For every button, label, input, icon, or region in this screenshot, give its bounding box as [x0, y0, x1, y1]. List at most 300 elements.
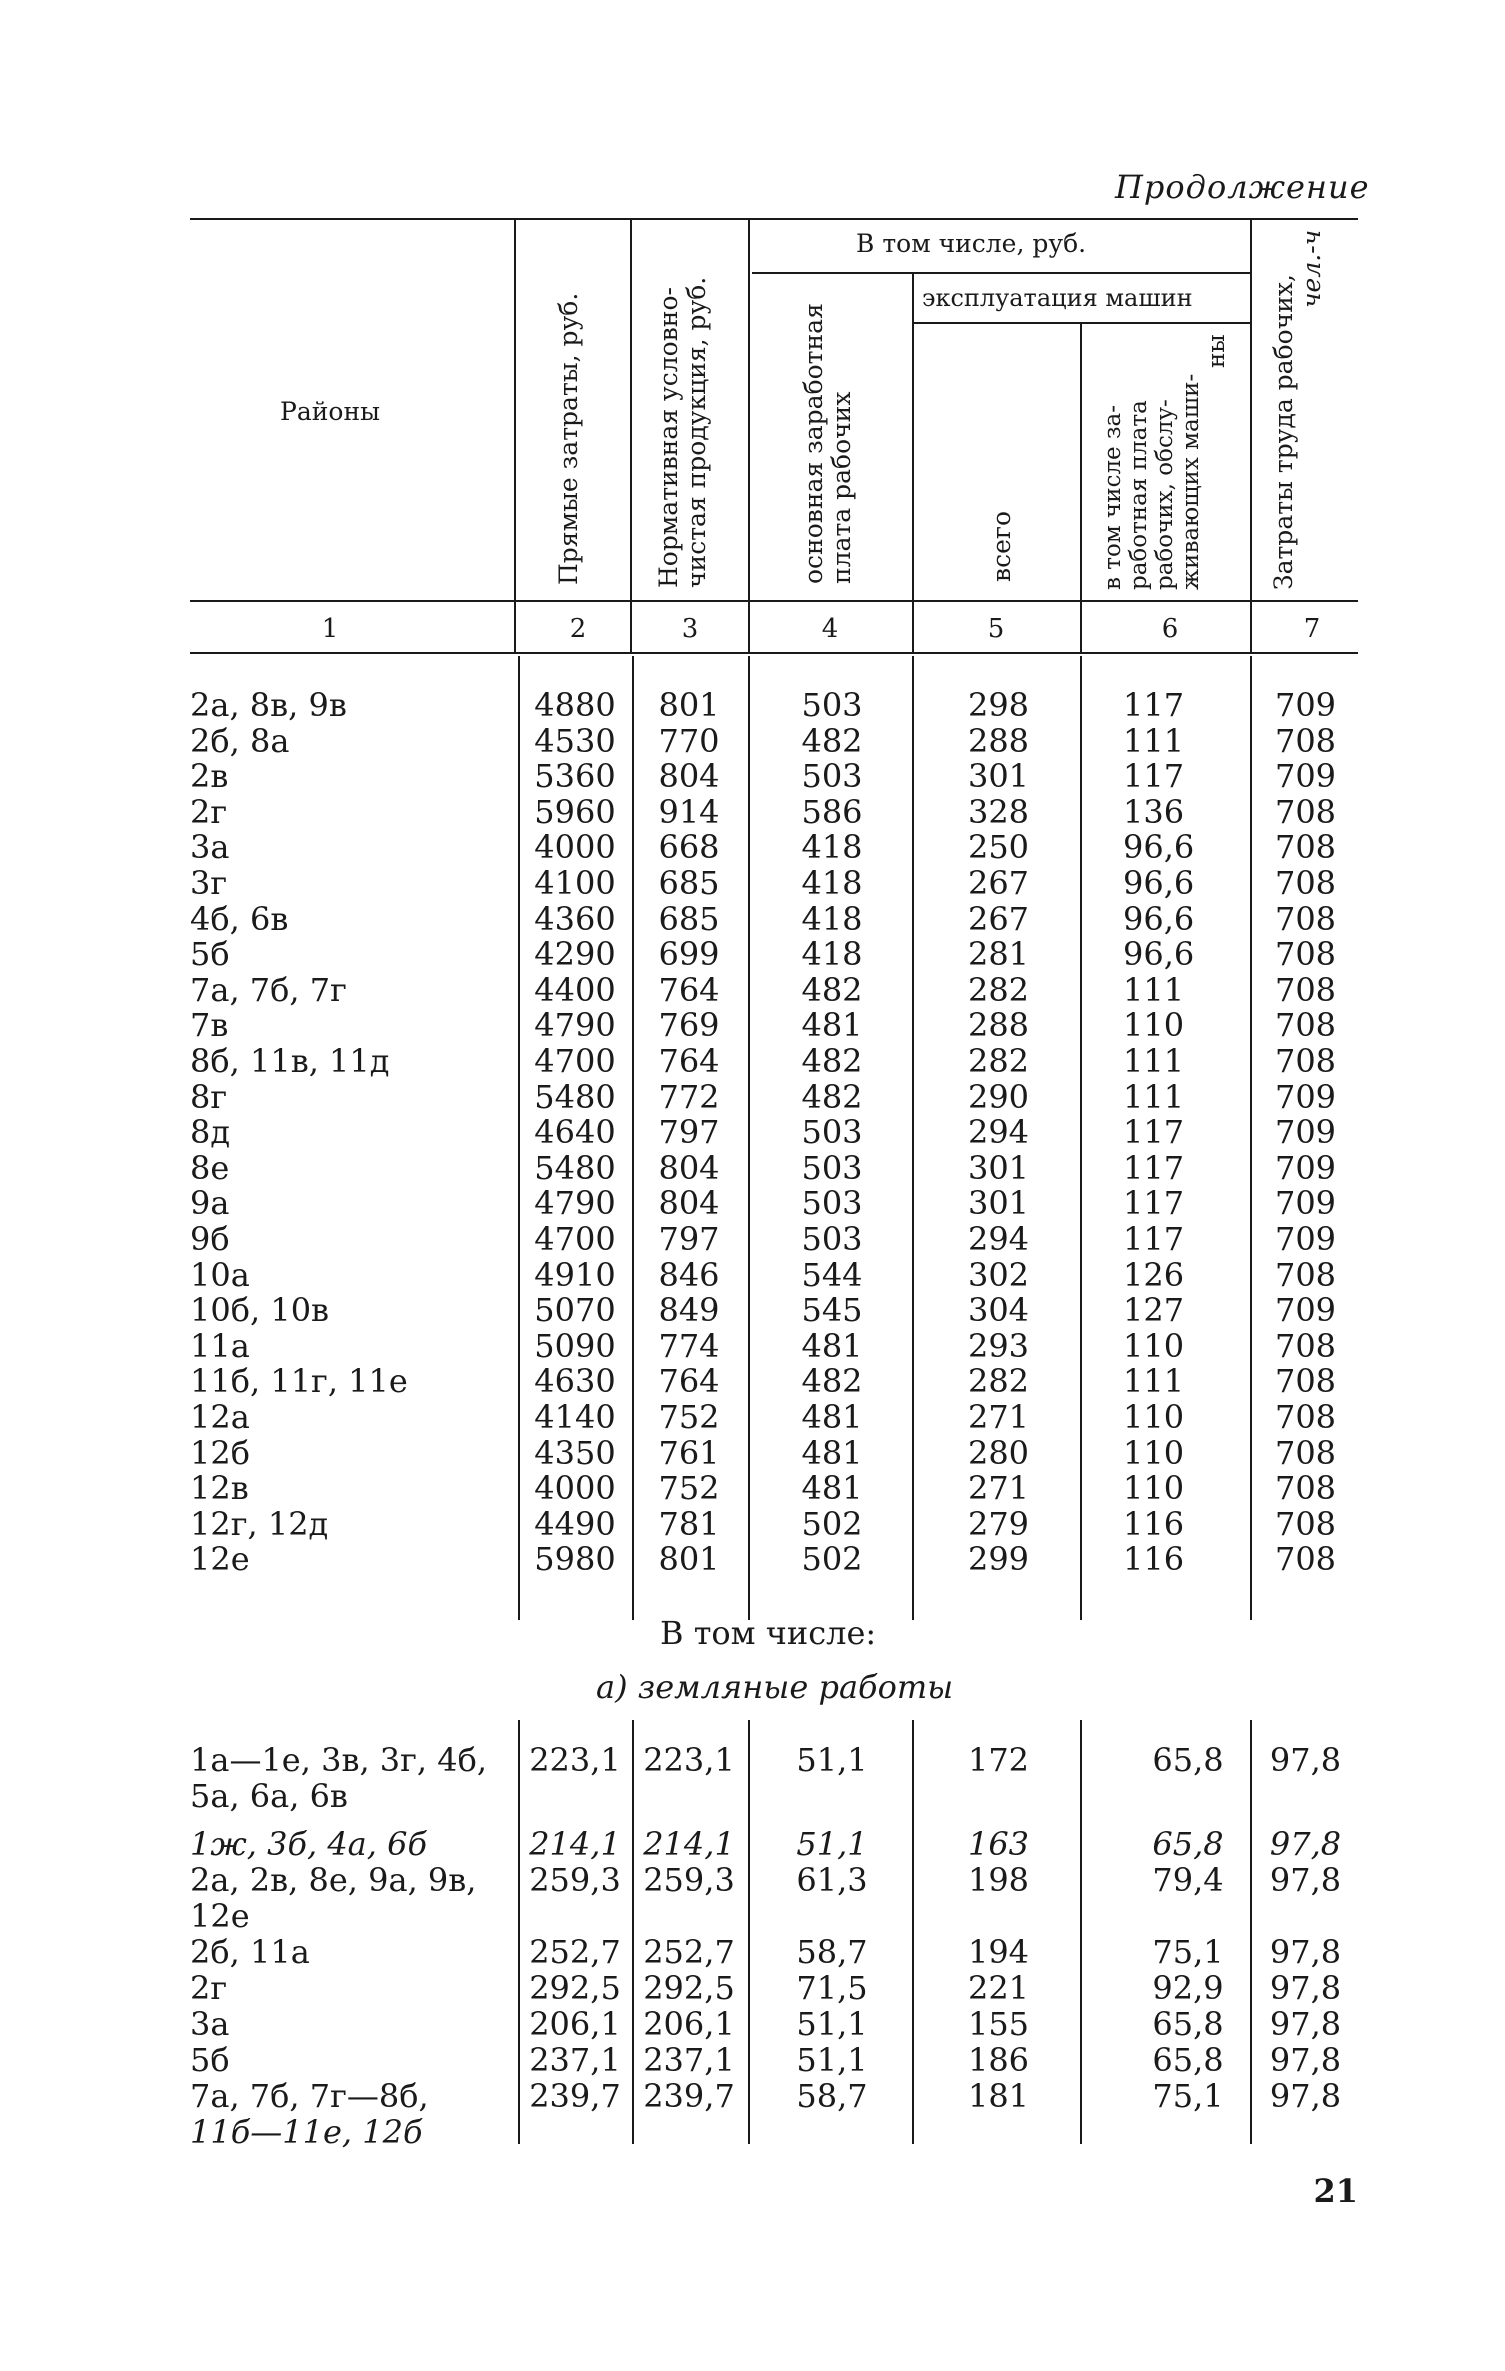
- header-col3-line1: Нормативная условно-: [654, 287, 683, 588]
- table-row: [0, 1151, 1505, 1185]
- labor-cell: 709: [1274, 1078, 1337, 1116]
- region-cell: 7в: [190, 1006, 229, 1044]
- direct-costs-cell: 4700: [534, 1220, 616, 1258]
- net-output-cell: 764: [658, 1362, 720, 1400]
- header-top-rule: [190, 218, 1358, 220]
- net-output-cell: 764: [658, 1042, 720, 1080]
- direct-costs-cell: 4790: [534, 1184, 616, 1222]
- net-output-cell: 223,1: [643, 1741, 735, 1779]
- machine-wages-cell: 126: [1123, 1256, 1185, 1294]
- labor-cell: 709: [1274, 1184, 1337, 1222]
- machines-total-cell: 288: [967, 1006, 1030, 1044]
- wages-cell: 58,7: [796, 1933, 868, 1971]
- net-output-cell: 804: [658, 757, 720, 795]
- colnum-4: 4: [821, 614, 839, 644]
- wages-cell: 503: [801, 1184, 863, 1222]
- labor-cell: 708: [1274, 1540, 1337, 1578]
- table-row: [0, 1115, 1505, 1149]
- region-cell: 4б, 6в: [190, 900, 289, 938]
- machine-wages-cell: 116: [1123, 1540, 1185, 1578]
- table-row: [0, 1186, 1505, 1220]
- region-cell: 3г: [190, 864, 228, 902]
- region-cell: 8г: [190, 1078, 228, 1116]
- machines-total-cell: 301: [967, 1149, 1030, 1187]
- region-cell: [190, 2078, 510, 2150]
- colnum-5: 5: [987, 614, 1005, 644]
- wages-cell: 61,3: [796, 1861, 868, 1899]
- machine-wages-cell: 96,6: [1123, 900, 1195, 938]
- region-cell: 7а, 7б, 7г: [190, 971, 347, 1009]
- vline-1: [514, 220, 516, 652]
- direct-costs-cell: 5480: [534, 1078, 616, 1116]
- direct-costs-cell: 4700: [534, 1042, 616, 1080]
- labor-cell: 708: [1274, 1327, 1337, 1365]
- column-numbers-rule: [190, 652, 1358, 654]
- machines-total-cell: 181: [967, 2077, 1030, 2115]
- labor-cell: 708: [1274, 900, 1337, 938]
- machines-total-cell: 328: [967, 793, 1030, 831]
- header-col3-line2: чистая продукция, руб.: [682, 276, 711, 588]
- machine-wages-cell: 65,8: [1152, 1741, 1224, 1779]
- region-cell: [190, 1826, 510, 1862]
- wages-cell: 481: [801, 1006, 863, 1044]
- vline-2: [630, 220, 632, 652]
- section-title-prefix: а): [596, 1668, 628, 1706]
- wages-cell: 482: [801, 1042, 863, 1080]
- direct-costs-cell: 4490: [534, 1505, 616, 1543]
- net-output-cell: 804: [658, 1149, 720, 1187]
- machines-total-cell: 281: [967, 935, 1030, 973]
- region-line-1: 2б, 11а: [190, 1933, 310, 1971]
- region-cell: 9б: [190, 1220, 230, 1258]
- machine-wages-cell: 111: [1123, 1042, 1185, 1080]
- machines-total-cell: 280: [967, 1434, 1030, 1472]
- wages-cell: 502: [801, 1505, 863, 1543]
- machine-wages-cell: 117: [1123, 1184, 1185, 1222]
- table-row: [0, 937, 1505, 971]
- header-col-total: всего: [987, 510, 1016, 582]
- net-output-cell: 761: [658, 1434, 720, 1472]
- direct-costs-cell: 5360: [534, 757, 616, 795]
- net-output-cell: 769: [658, 1006, 720, 1044]
- region-line-1: 3а: [190, 2005, 230, 2043]
- colnum-7: 7: [1303, 614, 1321, 644]
- labor-cell: 97,8: [1269, 1969, 1342, 2007]
- machine-wages-cell: 96,6: [1123, 864, 1195, 902]
- section-title: [596, 1668, 953, 1706]
- region-cell: 10б, 10в: [190, 1291, 330, 1329]
- header-col-wages-line2: плата рабочих: [827, 391, 856, 584]
- machines-total-cell: 294: [967, 1113, 1030, 1151]
- direct-costs-cell: 4290: [534, 935, 616, 973]
- labor-cell: 708: [1274, 828, 1337, 866]
- net-output-cell: 752: [658, 1398, 720, 1436]
- wages-cell: 482: [801, 1078, 863, 1116]
- table-row: [0, 1471, 1505, 1505]
- region-cell: [190, 1742, 510, 1814]
- wages-cell: 418: [801, 864, 863, 902]
- header-col-wages-line1: основная заработная: [799, 303, 828, 584]
- machine-wages-cell: 75,1: [1152, 2077, 1224, 2115]
- net-output-cell: 914: [658, 793, 720, 831]
- wages-cell: 71,5: [796, 1969, 868, 2007]
- machine-wages-cell: 110: [1123, 1327, 1185, 1365]
- machines-total-cell: 282: [967, 1362, 1030, 1400]
- wages-cell: 503: [801, 1149, 863, 1187]
- machine-wages-cell: 117: [1123, 1149, 1185, 1187]
- machines-total-cell: 186: [967, 2041, 1030, 2079]
- header-col-direct-costs: Прямые затраты, руб.: [554, 292, 583, 585]
- region-cell: 10а: [190, 1256, 250, 1294]
- region-line-2: 12е: [190, 1897, 250, 1935]
- wages-cell: 481: [801, 1469, 863, 1507]
- region-cell: 12б: [190, 1434, 250, 1472]
- labor-cell: 708: [1274, 935, 1337, 973]
- region-cell: 2г: [190, 793, 228, 831]
- region-cell: 2б, 8а: [190, 722, 290, 760]
- machine-wages-cell: 96,6: [1123, 935, 1195, 973]
- table-row: [0, 902, 1505, 936]
- region-line-1: 2а, 2в, 8е, 9а, 9в,: [190, 1861, 477, 1899]
- header-col-labor-line1: Затраты труда рабочих,: [1269, 274, 1298, 590]
- table-row: [0, 973, 1505, 1007]
- machine-wages-cell: 111: [1123, 722, 1185, 760]
- machines-total-cell: 301: [967, 757, 1030, 795]
- labor-cell: 708: [1274, 971, 1337, 1009]
- labor-cell: 708: [1274, 1006, 1337, 1044]
- header-col-net-output: [655, 232, 683, 588]
- direct-costs-cell: 4530: [534, 722, 616, 760]
- machine-wages-cell: 111: [1123, 1362, 1185, 1400]
- machines-total-cell: 301: [967, 1184, 1030, 1222]
- labor-cell: 708: [1274, 1256, 1337, 1294]
- body2-vline-4: [912, 1720, 914, 2144]
- machine-wages-cell: 127: [1123, 1291, 1185, 1329]
- labor-cell: 708: [1274, 1434, 1337, 1472]
- direct-costs-cell: 4000: [534, 1469, 616, 1507]
- machines-total-cell: 271: [967, 1469, 1030, 1507]
- machine-wages-cell: 111: [1123, 1078, 1185, 1116]
- direct-costs-cell: 4880: [534, 686, 616, 724]
- labor-cell: 97,8: [1269, 1741, 1342, 1779]
- labor-cell: 708: [1274, 1042, 1337, 1080]
- table-row: [0, 1008, 1505, 1042]
- labor-cell: 709: [1274, 1291, 1337, 1329]
- net-output-cell: 770: [658, 722, 720, 760]
- table-row: [0, 759, 1505, 793]
- region-cell: 3а: [190, 828, 230, 866]
- net-output-cell: 772: [658, 1078, 720, 1116]
- machine-wages-cell: 96,6: [1123, 828, 1195, 866]
- header-bottom-rule: [190, 600, 1358, 602]
- net-output-cell: 685: [658, 864, 720, 902]
- net-output-cell: 292,5: [643, 1969, 735, 2007]
- net-output-cell: 801: [658, 1540, 720, 1578]
- table-row: [0, 866, 1505, 900]
- net-output-cell: 846: [658, 1256, 720, 1294]
- wages-cell: 503: [801, 1113, 863, 1151]
- region-line-1: 2г: [190, 1969, 228, 2007]
- direct-costs-cell: 237,1: [529, 2041, 621, 2079]
- labor-cell: 97,8: [1269, 1933, 1342, 1971]
- subgroup-rule: [912, 322, 1252, 324]
- net-output-cell: 259,3: [643, 1861, 735, 1899]
- net-output-cell: 781: [658, 1505, 720, 1543]
- net-output-cell: 752: [658, 1469, 720, 1507]
- direct-costs-cell: 4360: [534, 900, 616, 938]
- wages-cell: 51,1: [796, 2041, 868, 2079]
- net-output-cell: 849: [658, 1291, 720, 1329]
- header-col6-line1: в том числе за-: [1100, 404, 1126, 590]
- machine-wages-cell: 65,8: [1152, 2005, 1224, 2043]
- machine-wages-cell: 92,9: [1152, 1969, 1224, 2007]
- net-output-cell: 668: [658, 828, 720, 866]
- direct-costs-cell: 5980: [534, 1540, 616, 1578]
- wages-cell: 482: [801, 1362, 863, 1400]
- wages-cell: 51,1: [796, 1825, 868, 1863]
- section-title-text: земляные работы: [637, 1668, 954, 1706]
- region-cell: [190, 2042, 510, 2078]
- region-line-1: 1ж, 3б, 4а, 6б: [190, 1825, 427, 1863]
- direct-costs-cell: 4100: [534, 864, 616, 902]
- region-cell: [190, 2006, 510, 2042]
- table-row: [0, 830, 1505, 864]
- machine-wages-cell: 136: [1123, 793, 1185, 831]
- header-col-regions: Районы: [280, 397, 380, 426]
- table-row: [0, 1507, 1505, 1541]
- section-intro: В том числе:: [660, 1614, 877, 1652]
- direct-costs-cell: 5070: [534, 1291, 616, 1329]
- region-line-1: 7а, 7б, 7г—8б,: [190, 2077, 429, 2115]
- machine-wages-cell: 117: [1123, 757, 1185, 795]
- vline-4: [912, 274, 914, 652]
- group-rule: [752, 272, 1252, 274]
- machine-wages-cell: 65,8: [1152, 2041, 1224, 2079]
- direct-costs-cell: 4000: [534, 828, 616, 866]
- direct-costs-cell: 5090: [534, 1327, 616, 1365]
- table-row: [0, 1258, 1505, 1292]
- table-row: [0, 1542, 1505, 1576]
- net-output-cell: 764: [658, 971, 720, 1009]
- region-line-1: 5б: [190, 2041, 230, 2079]
- direct-costs-cell: 4910: [534, 1256, 616, 1294]
- machines-total-cell: 155: [967, 2005, 1030, 2043]
- direct-costs-cell: 206,1: [529, 2005, 621, 2043]
- machines-total-cell: 267: [967, 864, 1030, 902]
- region-cell: 8е: [190, 1149, 230, 1187]
- direct-costs-cell: 223,1: [529, 1741, 621, 1779]
- machines-total-cell: 279: [967, 1505, 1030, 1543]
- header-col6-line2: работная плата: [1126, 400, 1152, 590]
- machine-wages-cell: 110: [1123, 1469, 1185, 1507]
- wages-cell: 502: [801, 1540, 863, 1578]
- vline-3: [748, 220, 750, 652]
- wages-cell: 418: [801, 935, 863, 973]
- direct-costs-cell: 239,7: [529, 2077, 621, 2115]
- machine-wages-cell: 117: [1123, 686, 1185, 724]
- machine-wages-cell: 117: [1123, 1113, 1185, 1151]
- direct-costs-cell: 292,5: [529, 1969, 621, 2007]
- region-cell: 8б, 11в, 11д: [190, 1042, 390, 1080]
- machines-total-cell: 172: [967, 1741, 1030, 1779]
- machines-total-cell: 194: [967, 1933, 1030, 1971]
- region-cell: 5б: [190, 935, 230, 973]
- header-col6-line5: ны: [1204, 334, 1230, 368]
- wages-cell: 503: [801, 757, 863, 795]
- header-col6-line3: рабочих, обслу-: [1152, 399, 1178, 590]
- table-row: [0, 1436, 1505, 1470]
- wages-cell: 418: [801, 828, 863, 866]
- labor-cell: 708: [1274, 1469, 1337, 1507]
- table-row: [0, 795, 1505, 829]
- machines-total-cell: 293: [967, 1327, 1030, 1365]
- net-output-cell: 214,1: [643, 1825, 735, 1863]
- direct-costs-cell: 4640: [534, 1113, 616, 1151]
- labor-cell: 708: [1274, 864, 1337, 902]
- machines-total-cell: 271: [967, 1398, 1030, 1436]
- direct-costs-cell: 252,7: [529, 1933, 621, 1971]
- wages-cell: 545: [801, 1291, 863, 1329]
- table-row: [0, 1293, 1505, 1327]
- net-output-cell: 685: [658, 900, 720, 938]
- direct-costs-cell: 5960: [534, 793, 616, 831]
- machine-wages-cell: 65,8: [1152, 1825, 1224, 1863]
- net-output-cell: 239,7: [643, 2077, 735, 2115]
- direct-costs-cell: 4140: [534, 1398, 616, 1436]
- header-col6-line4: живающих маши-: [1178, 373, 1204, 590]
- labor-cell: 708: [1274, 722, 1337, 760]
- colnum-2: 2: [569, 614, 587, 644]
- table-row: [0, 1400, 1505, 1434]
- labor-cell: 97,8: [1269, 2005, 1342, 2043]
- machines-total-cell: 290: [967, 1078, 1030, 1116]
- labor-cell: 97,8: [1269, 2077, 1342, 2115]
- net-output-cell: 252,7: [643, 1933, 735, 1971]
- wages-cell: 503: [801, 686, 863, 724]
- vline-6: [1250, 220, 1252, 652]
- net-output-cell: 206,1: [643, 2005, 735, 2043]
- labor-cell: 709: [1274, 1220, 1337, 1258]
- colnum-6: 6: [1161, 614, 1179, 644]
- direct-costs-cell: 259,3: [529, 1861, 621, 1899]
- header-group-incl: В том числе, руб.: [856, 229, 1087, 258]
- machines-total-cell: 288: [967, 722, 1030, 760]
- region-cell: [190, 1970, 510, 2006]
- machine-wages-cell: 75,1: [1152, 1933, 1224, 1971]
- machine-wages-cell: 116: [1123, 1505, 1185, 1543]
- wages-cell: 482: [801, 722, 863, 760]
- region-cell: [190, 1862, 510, 1934]
- wages-cell: 503: [801, 1220, 863, 1258]
- direct-costs-cell: 4630: [534, 1362, 616, 1400]
- net-output-cell: 797: [658, 1220, 720, 1258]
- wages-cell: 481: [801, 1398, 863, 1436]
- wages-cell: 418: [801, 900, 863, 938]
- machines-total-cell: 298: [967, 686, 1030, 724]
- wages-cell: 544: [801, 1256, 863, 1294]
- wages-cell: 51,1: [796, 1741, 868, 1779]
- net-output-cell: 797: [658, 1113, 720, 1151]
- machines-total-cell: 282: [967, 971, 1030, 1009]
- machines-total-cell: 163: [967, 1825, 1030, 1863]
- net-output-cell: 237,1: [643, 2041, 735, 2079]
- continuation-label: Продолжение: [1115, 168, 1370, 206]
- region-cell: [190, 1934, 510, 1970]
- direct-costs-cell: 4790: [534, 1006, 616, 1044]
- labor-cell: 708: [1274, 793, 1337, 831]
- net-output-cell: 699: [658, 935, 720, 973]
- wages-cell: 481: [801, 1434, 863, 1472]
- table-row: [0, 1044, 1505, 1078]
- region-line-2: 5а, 6а, 6в: [190, 1777, 348, 1815]
- wages-cell: 58,7: [796, 2077, 868, 2115]
- header-subgroup-machines: эксплуатация машин: [922, 284, 1193, 312]
- labor-cell: 97,8: [1269, 1861, 1342, 1899]
- machines-total-cell: 198: [967, 1861, 1030, 1899]
- region-cell: 11б, 11г, 11е: [190, 1362, 408, 1400]
- machine-wages-cell: 79,4: [1152, 1861, 1224, 1899]
- labor-cell: 708: [1274, 1362, 1337, 1400]
- region-cell: 12е: [190, 1540, 250, 1578]
- wages-cell: 51,1: [796, 2005, 868, 2043]
- machines-total-cell: 302: [967, 1256, 1030, 1294]
- direct-costs-cell: 5480: [534, 1149, 616, 1187]
- region-cell: 9а: [190, 1184, 230, 1222]
- net-output-cell: 801: [658, 686, 720, 724]
- table-row: [0, 1364, 1505, 1398]
- region-cell: 2в: [190, 757, 229, 795]
- labor-cell: 97,8: [1269, 1825, 1342, 1863]
- machine-wages-cell: 110: [1123, 1006, 1185, 1044]
- machine-wages-cell: 111: [1123, 971, 1185, 1009]
- region-line-2: 11б—11е, 12б: [190, 2113, 423, 2151]
- net-output-cell: 774: [658, 1327, 720, 1365]
- table-row: [0, 688, 1505, 722]
- wages-cell: 482: [801, 971, 863, 1009]
- region-cell: 2а, 8в, 9в: [190, 686, 347, 724]
- machines-total-cell: 250: [967, 828, 1030, 866]
- table-row: [0, 1080, 1505, 1114]
- wages-cell: 586: [801, 793, 863, 831]
- page-number: 21: [1313, 2172, 1358, 2210]
- table-row: [0, 1329, 1505, 1363]
- machines-total-cell: 282: [967, 1042, 1030, 1080]
- machine-wages-cell: 110: [1123, 1398, 1185, 1436]
- labor-cell: 709: [1274, 686, 1337, 724]
- region-cell: 11а: [190, 1327, 250, 1365]
- vline-5: [1080, 324, 1082, 652]
- table-row: [0, 724, 1505, 758]
- region-cell: 12а: [190, 1398, 250, 1436]
- colnum-3: 3: [681, 614, 699, 644]
- direct-costs-cell: 4400: [534, 971, 616, 1009]
- labor-cell: 709: [1274, 757, 1337, 795]
- machines-total-cell: 304: [967, 1291, 1030, 1329]
- labor-cell: 97,8: [1269, 2041, 1342, 2079]
- machines-total-cell: 294: [967, 1220, 1030, 1258]
- labor-cell: 708: [1274, 1398, 1337, 1436]
- machine-wages-cell: 117: [1123, 1220, 1185, 1258]
- table-row: [0, 1222, 1505, 1256]
- header-col-labor-unit: чел.-ч: [1297, 230, 1326, 309]
- wages-cell: 481: [801, 1327, 863, 1365]
- direct-costs-cell: 214,1: [529, 1825, 621, 1863]
- region-cell: 12г, 12д: [190, 1505, 329, 1543]
- machines-total-cell: 299: [967, 1540, 1030, 1578]
- body2-vline-3: [748, 1720, 750, 2144]
- region-cell: 8д: [190, 1113, 231, 1151]
- machine-wages-cell: 110: [1123, 1434, 1185, 1472]
